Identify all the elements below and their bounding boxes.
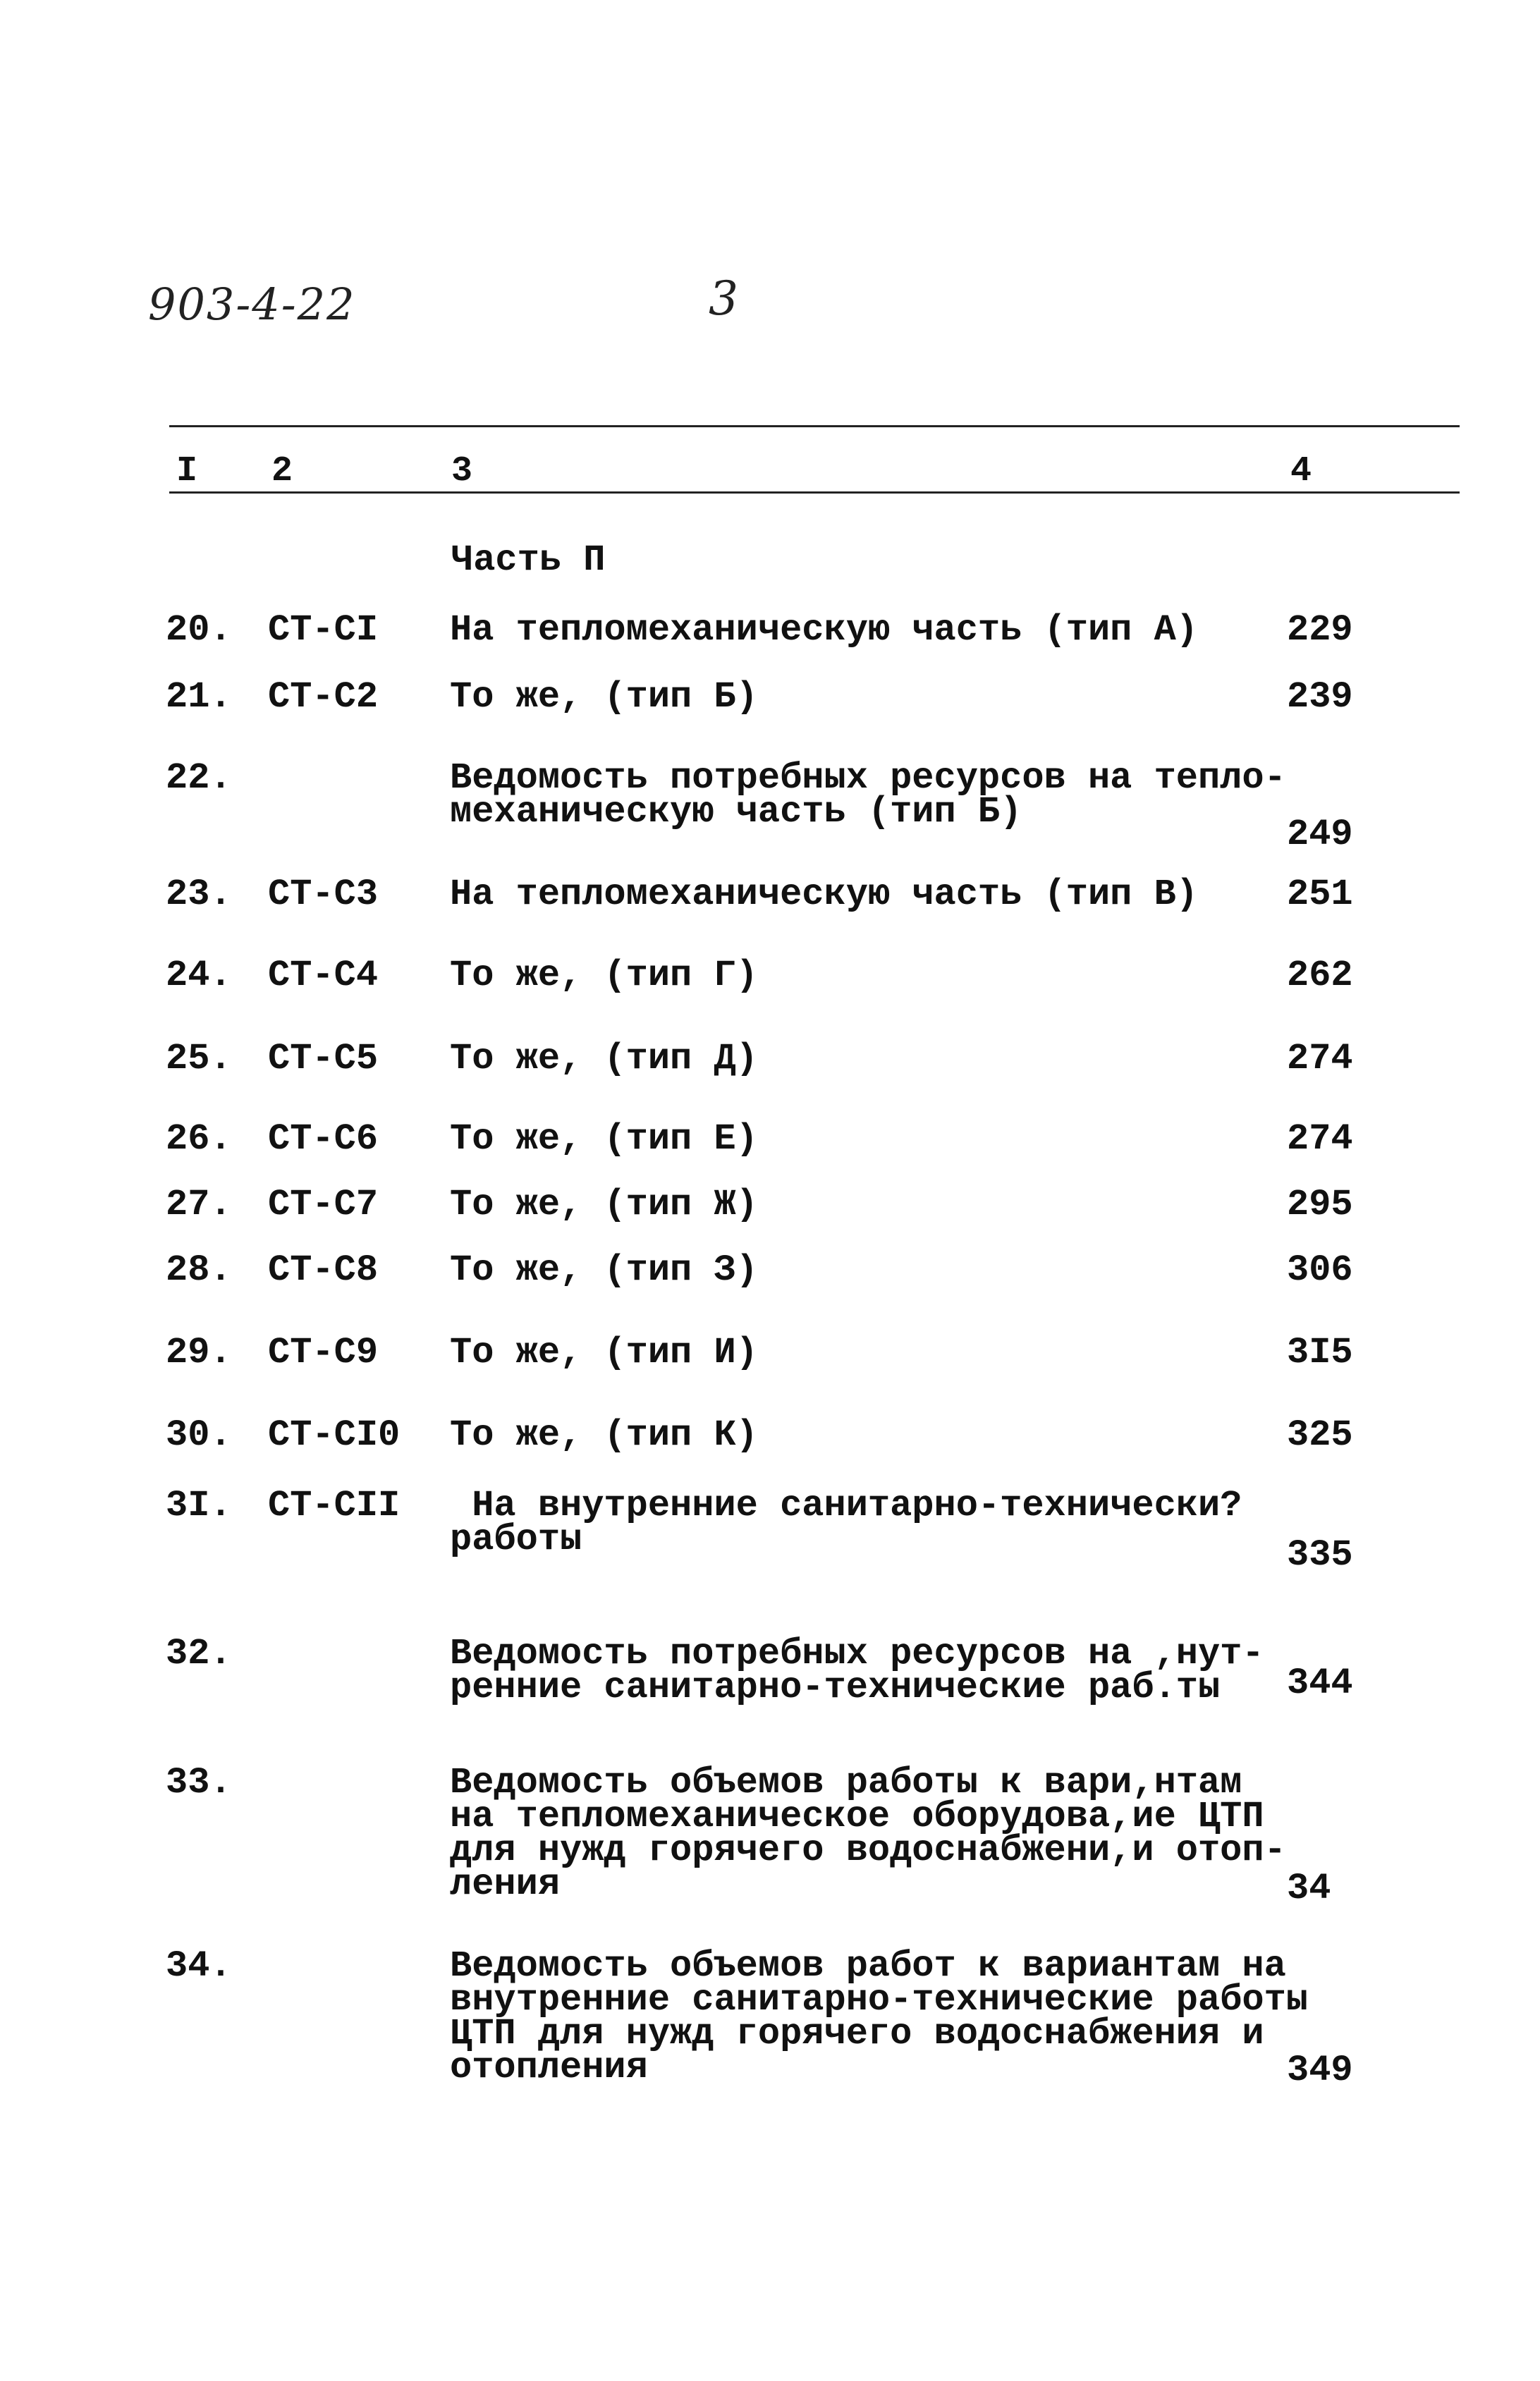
row-description: для нужд горячего водоснабжени,и отоп- (450, 1830, 1286, 1871)
row-page: 3I5 (1287, 1332, 1353, 1373)
row-description: ЦТП для нужд горячего водоснабжения и (450, 2013, 1264, 2055)
row-number: 26. (166, 1118, 232, 1160)
row-number: 28. (166, 1249, 232, 1291)
row-page: 262 (1287, 955, 1353, 996)
table-top-rule (169, 425, 1460, 427)
column-header-4: 4 (1290, 451, 1312, 491)
row-page: 251 (1287, 874, 1353, 915)
row-number: 32. (166, 1633, 232, 1675)
row-number: 24. (166, 955, 232, 996)
row-page: 306 (1287, 1249, 1353, 1291)
table-header-rule (169, 491, 1460, 494)
section-title: Часть П (451, 539, 606, 581)
row-description: То же, (тип Д) (450, 1038, 758, 1079)
row-number: 20. (166, 609, 232, 651)
row-page: 274 (1287, 1038, 1353, 1079)
row-code: СТ-С8 (268, 1249, 379, 1291)
row-description: То же, (тип К) (450, 1414, 758, 1456)
row-code: СТ-С6 (268, 1118, 379, 1160)
row-description: То же, (тип И) (450, 1332, 758, 1373)
row-number: 21. (166, 676, 232, 718)
row-number: 22. (166, 757, 232, 799)
document-code: 903-4-22 (148, 279, 356, 330)
row-code: СТ-СI0 (268, 1414, 401, 1456)
row-description: ренние санитарно-технические раб.ты (450, 1667, 1221, 1708)
row-number: 23. (166, 874, 232, 915)
row-page: 344 (1287, 1663, 1353, 1704)
row-code: СТ-С3 (268, 874, 379, 915)
row-description: На тепломеханическую часть (тип В) (450, 874, 1198, 915)
row-description: То же, (тип Б) (450, 676, 758, 718)
row-code: СТ-С5 (268, 1038, 379, 1079)
row-number: 34. (166, 1945, 232, 1987)
row-description: То же, (тип З) (450, 1249, 758, 1291)
row-description: отопления (450, 2047, 648, 2088)
row-description: внутренние санитарно-технические работы (450, 1979, 1308, 2021)
row-description: На тепломеханическую часть (тип А) (450, 609, 1198, 651)
column-header-1: I (176, 451, 198, 491)
row-page: 34 (1287, 1868, 1331, 1909)
row-description: То же, (тип Е) (450, 1118, 758, 1160)
row-description: механическую часть (тип Б) (450, 791, 1022, 833)
row-page: 295 (1287, 1184, 1353, 1225)
column-header-3: 3 (451, 451, 473, 491)
row-description: на тепломеханическое оборудова,ие ЦТП (450, 1796, 1264, 1837)
row-number: 25. (166, 1038, 232, 1079)
row-description: работы (450, 1519, 582, 1560)
row-description: Ведомость объемов работ к вариантам на (450, 1945, 1286, 1987)
row-description: На внутренние санитарно-технически? (450, 1485, 1242, 1526)
row-number: 33. (166, 1762, 232, 1804)
row-number: 29. (166, 1332, 232, 1373)
row-code: СТ-С9 (268, 1332, 379, 1373)
row-code: СТ-СI (268, 609, 379, 651)
row-page: 325 (1287, 1414, 1353, 1456)
row-number: 3I. (166, 1485, 232, 1526)
row-description: То же, (тип Ж) (450, 1184, 758, 1225)
row-description: Ведомость потребных ресурсов на ,нут- (450, 1633, 1264, 1675)
row-page: 335 (1287, 1534, 1353, 1576)
row-page: 349 (1287, 2050, 1353, 2091)
row-code: СТ-СII (268, 1485, 401, 1526)
row-number: 27. (166, 1184, 232, 1225)
row-code: СТ-С4 (268, 955, 379, 996)
row-page: 229 (1287, 609, 1353, 651)
row-description: ления (450, 1863, 561, 1905)
column-header-2: 2 (271, 451, 293, 491)
row-code: СТ-С2 (268, 676, 379, 718)
row-description: То же, (тип Г) (450, 955, 758, 996)
row-description: Ведомость потребных ресурсов на тепло- (450, 757, 1286, 799)
row-number: 30. (166, 1414, 232, 1456)
page-number: 3 (709, 271, 738, 326)
row-page: 274 (1287, 1118, 1353, 1160)
row-page: 249 (1287, 814, 1353, 855)
row-page: 239 (1287, 676, 1353, 718)
row-description: Ведомость объемов работы к вари,нтам (450, 1762, 1242, 1804)
row-code: СТ-С7 (268, 1184, 379, 1225)
